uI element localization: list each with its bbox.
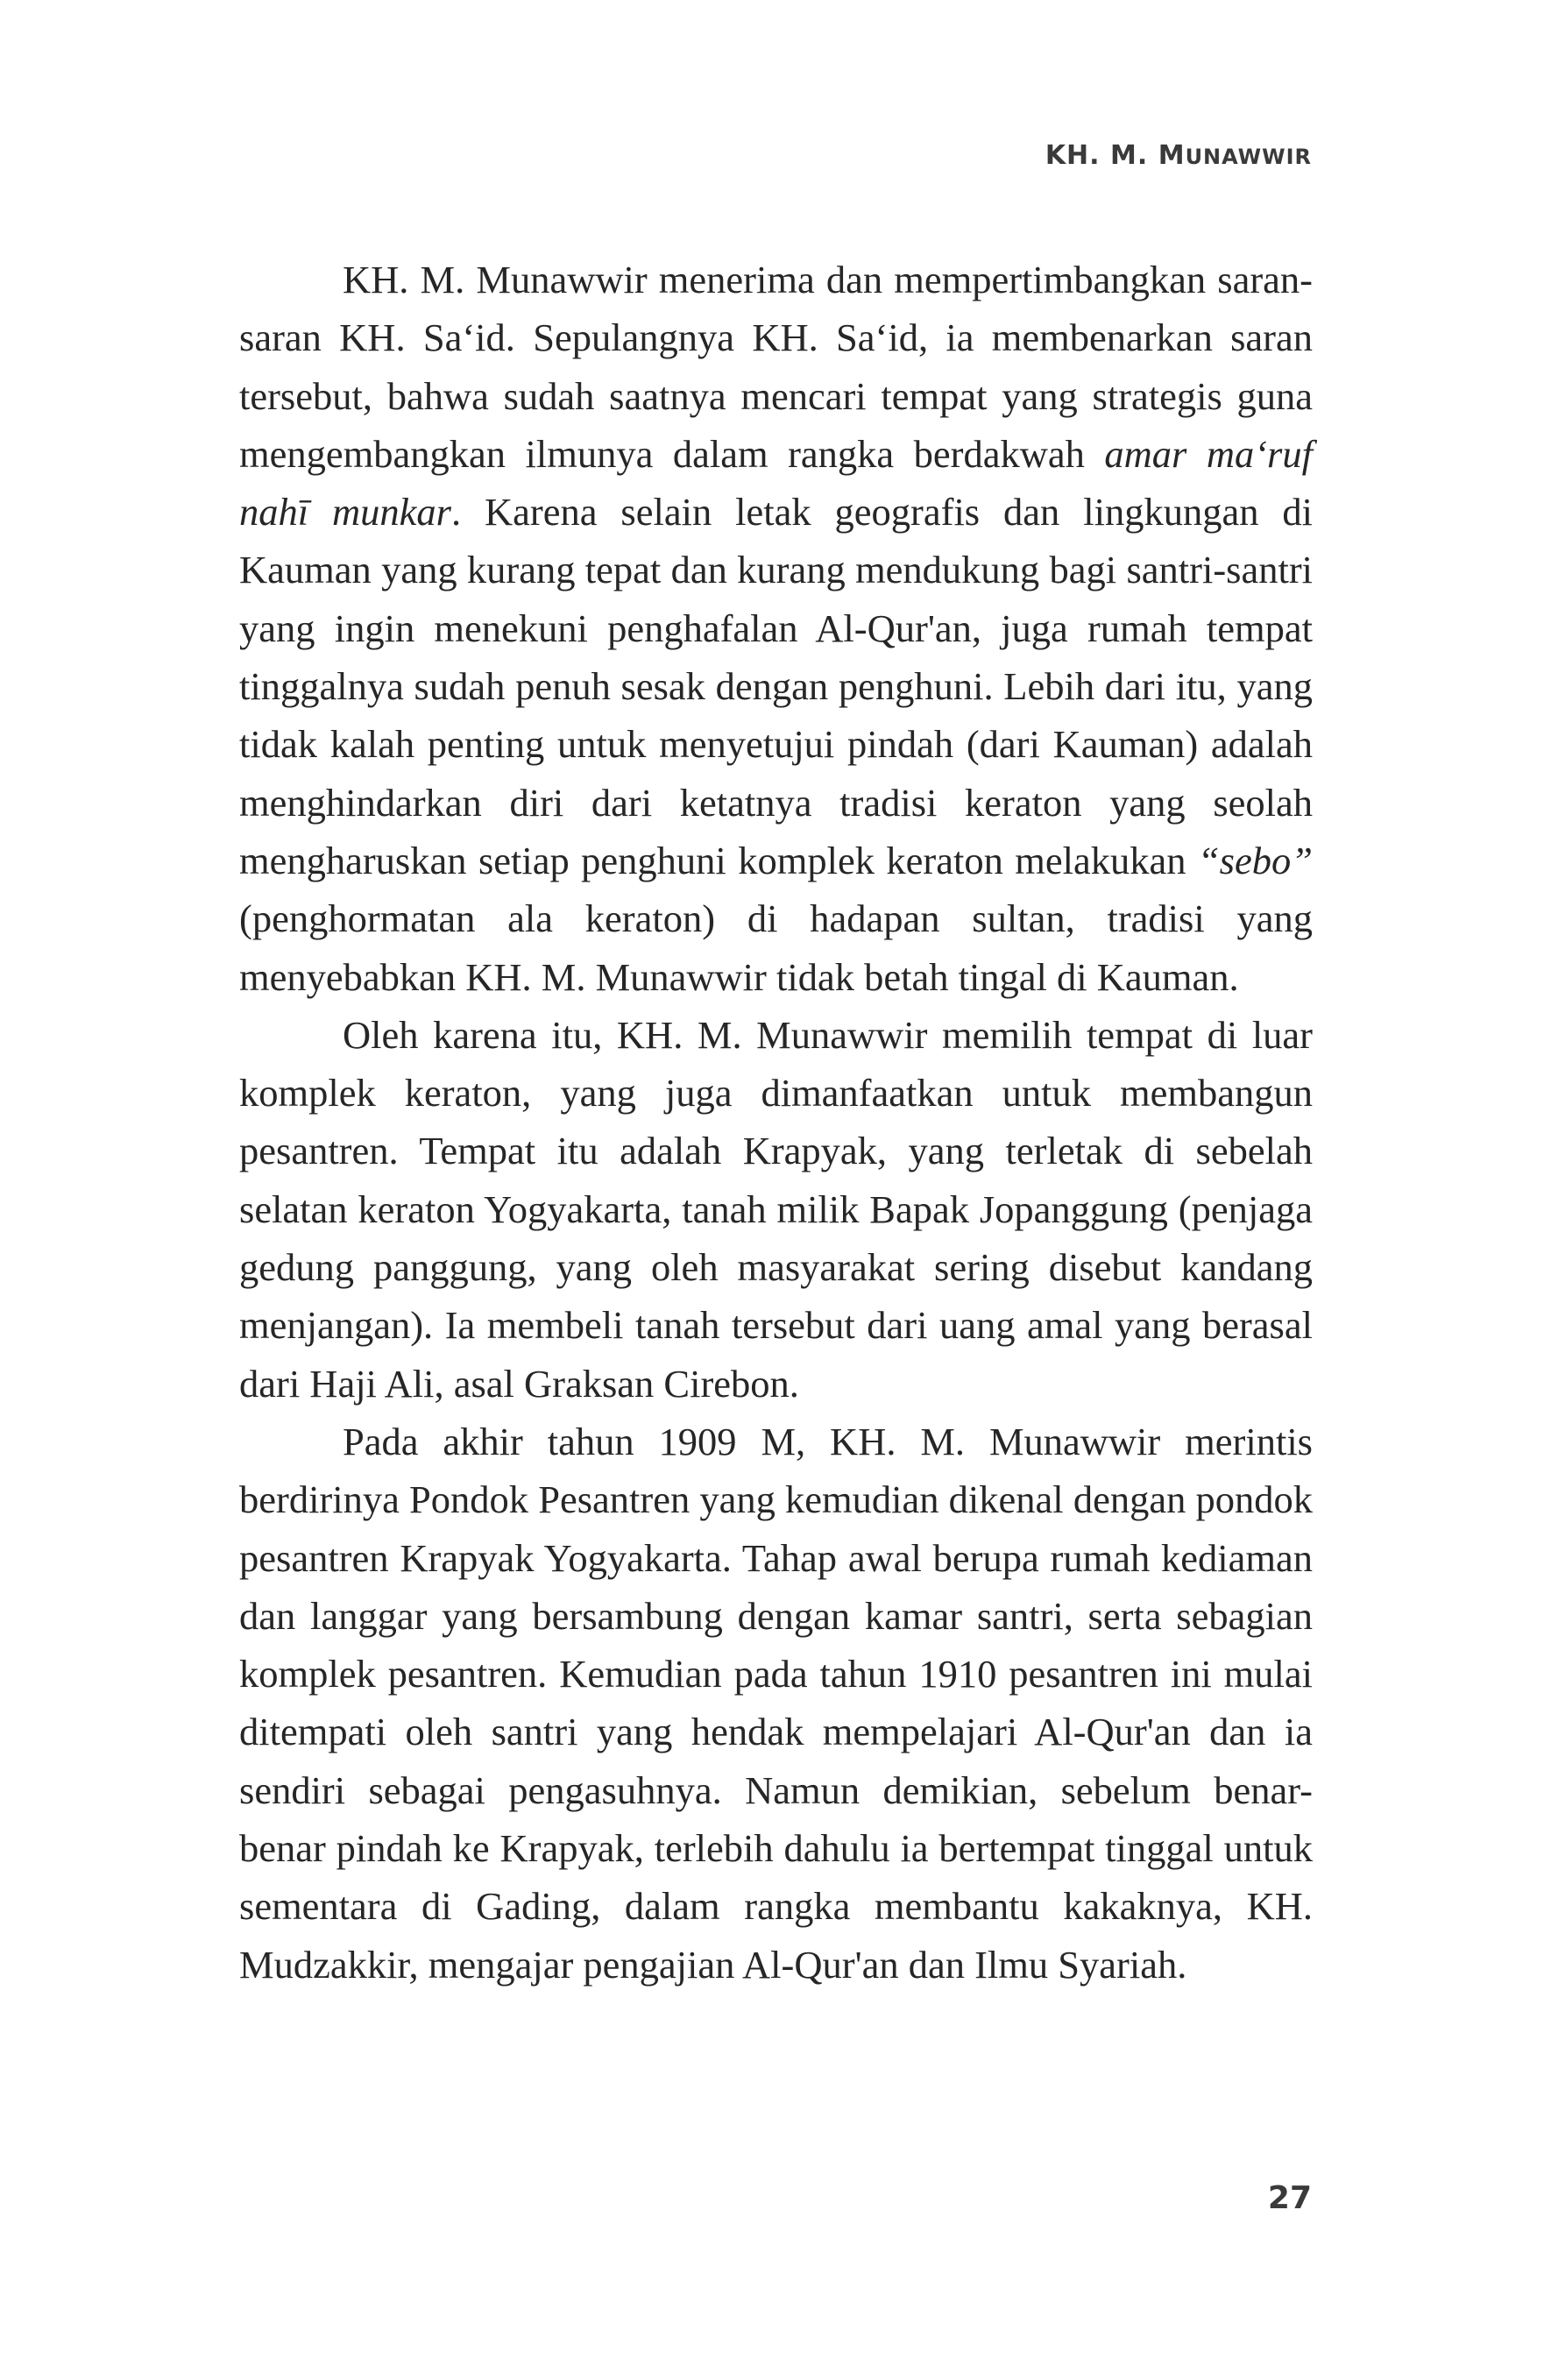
page-number: 27 [1267,2180,1312,2216]
paragraph-2: Oleh karena itu, KH. M. Munawwir memilih tempat di luar komplek keraton, yang juga dimanfaatkan untuk membangun pesantren. Tempat itu adalah Krapyak, yang terletak di sebelah selatan keraton Yogyakarta, tanah milik Bapak Jopanggung (penjaga gedung panggung, yang oleh masyarakat sering disebut kandang menjangan). Ia membeli tanah tersebut dari uang amal yang berasal dari Haji Ali, asal Graksan Cirebon. [239,1012,1313,1406]
italic-phrase-amar-maruf: amar ma‘ruf nahī munkar [239,431,1313,535]
running-head-prefix: KH. M. M [1045,140,1186,171]
body-text [239,251,1313,1994]
running-head [1045,140,1312,171]
paragraph-1-part-3: . Karena selain letak geografis dan lingkungan di Kauman yang kurang tepat dan kurang mendukung bagi santri-santri yang ingin menekuni penghafalan Al-Qur'an, juga rumah tempat tinggalnya sudah penuh sesak dengan penghuni. Lebih dari itu, yang tidak kalah penting untuk menyetujui pindah (dari Kauman) adalah menghindarkan diri dari ketatnya tradisi keraton yang seolah mengharuskan setiap penghuni komplek keraton melakukan [239,490,1313,882]
paragraph-3: Pada akhir tahun 1909 M, KH. M. Munawwir merintis berdirinya Pondok Pesantren yang kemudian dikenal dengan pondok pesantren Krapyak Yogyakarta. Tahap awal berupa rumah kediaman dan langgar yang bersambung dengan kamar santri, serta sebagian komplek pesantren. Kemudian pada tahun 1910 pesantren ini mulai ditempati oleh santri yang hendak mempelajari Al-Qur'an dan ia sendiri sebagai pengasuhnya. Namun demikian, sebelum benar-benar pindah ke Krapyak, terlebih dahulu ia bertempat tinggal untuk sementara di Gading, dalam rangka membantu kakaknya, KH. Mudzakkir, mengajar pengajian Al-Qur'an dan Ilmu Syariah. [239,1419,1313,1987]
paragraph-1-part-5: (penghormatan ala keraton) di hadapan sultan, tradisi yang menyebabkan KH. M. Munawwir tidak betah tingal di Kauman. [239,896,1313,999]
paragraph-1-part-1: KH. M. Munawwir menerima dan mempertimbangkan saran-saran KH. Sa‘id. Sepulangnya KH. Sa‘id, ia membenarkan saran tersebut, bahwa sudah saatnya mencari tempat yang strategis guna mengembangkan ilmunya dalam rangka berdakwah [239,258,1313,476]
italic-term-sebo: “sebo” [1197,838,1313,882]
running-head-smallcaps: UNAWWIR [1185,145,1312,169]
paragraph-1 [239,251,1313,1006]
